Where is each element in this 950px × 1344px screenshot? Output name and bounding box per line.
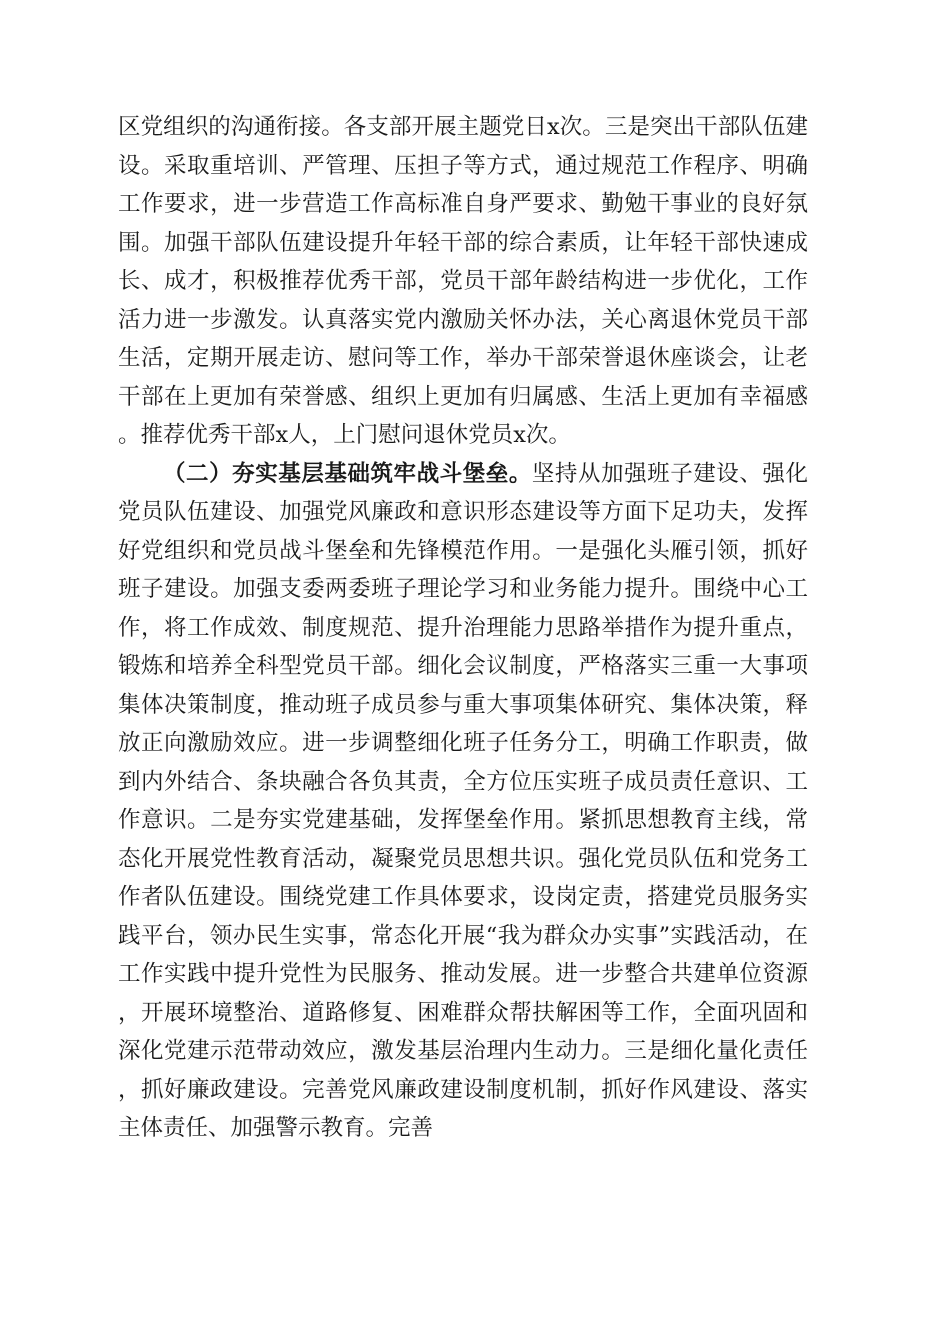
paragraph-2-body: 坚持从加强班子建设、强化党员队伍建设、加强党风廉政和意识形态建设等方面下足功夫，发挥好党组织和党员战斗堡垒和先锋模范作用。一是强化头雁引领，抓好班子建设。加强支委两委班子理论学习和业务能力提升。围绕中心工作，将工作成效、制度规范、提升治理能力思路举措作为提升重点，锻炼和培养全科型党员干部。细化会议制度，严格落实三重一大事项集体决策制度，推动班子成员参与重大事项集体研究、集体决策，释放正向激励效应。进一步调整细化班子任务分工，明确工作职责，做到内外结合、条块融合各负其责，全方位压实班子成员责任意识、工作意识。二是夯实党建基础，发挥堡垒作用。紧抓思想教育主线，常态化开展党性教育活动，凝聚党员思想共识。强化党员队伍和党务工作者队伍建设。围绕党建工作具体要求，设岗定责，搭建党员服务实践平台，领办民生实事，常态化开展“我为群众办实事”实践活动，在工作实践中提升党性为民服务、推动发展。进一步整合共建单位资源，开展环境整治、道路修复、困难群众帮扶解困等工作，全面巩固和深化党建示范带动效应，激发基层治理内生动力。三是细化量化责任，抓好廉政建设。完善党风廉政建设制度机制，抓好作风建设、落实主体责任、加强警示教育。完善 <box>118 460 808 1141</box>
paragraph-1-body: 区党组织的沟通衔接。各支部开展主题党日x次。三是突出干部队伍建设。采取重培训、严管理、压担子等方式，通过规范工作程序、明确工作要求，进一步营造工作高标准自身严要求、勤勉干事业的良好氛围。加强干部队伍建设提升年轻干部的综合素质，让年轻干部快速成长、成才，积极推荐优秀干部，党员干部年龄结构进一步优化，工作活力进一步激发。认真落实党内激励关怀办法，关心离退休党员干部生活，定期开展走访、慰问等工作，举办干部荣誉退休座谈会，让老干部在上更加有荣誉感、组织上更加有归属感、生活上更加有幸福感。推荐优秀干部x人，上门慰问退休党员x次。 <box>118 114 808 448</box>
paragraph-2 <box>118 455 808 1148</box>
section-heading: （二）夯实基层基础筑牢战斗堡垒。 <box>163 460 532 487</box>
paragraph-1 <box>118 108 808 455</box>
document-page <box>118 108 808 1148</box>
